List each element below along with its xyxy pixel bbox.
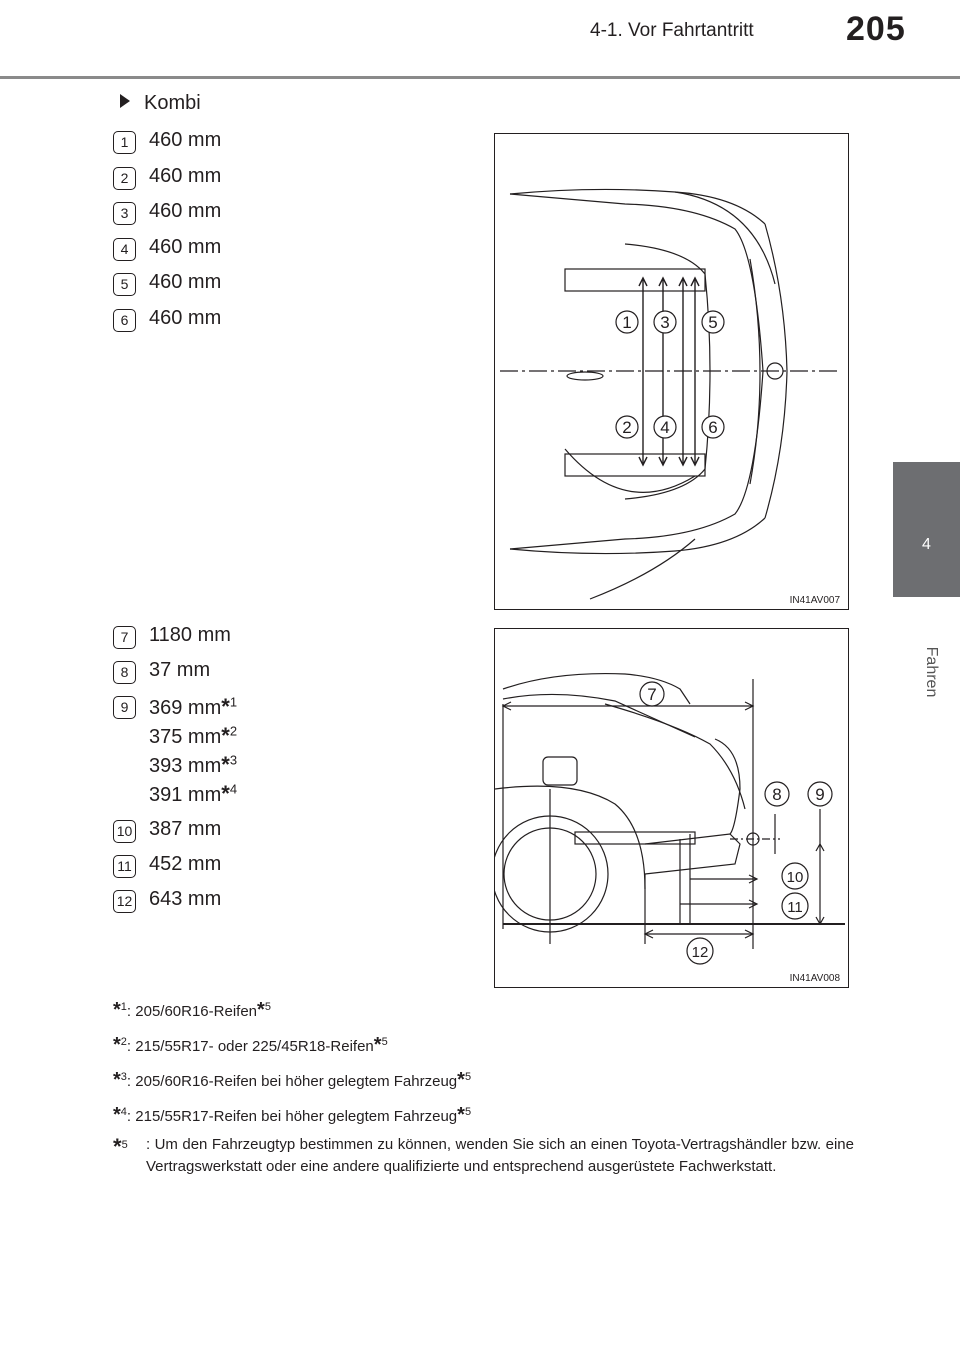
item-number: 6 [113,309,136,332]
vehicle-side-view-drawing [495,629,850,989]
header-section-title: 4-1. Vor Fahrtantritt [590,20,754,41]
item-value: 452 mm [149,853,222,875]
callout-label: 10 [786,869,804,886]
chapter-label: Fahren [923,646,940,698]
item-value: 387 mm [149,818,222,840]
callout-label: 12 [691,944,709,961]
callout-label: 8 [772,785,782,804]
figure-code: IN41AV008 [789,973,840,984]
item-number: 2 [113,167,136,190]
item-number: 9 [113,696,136,719]
figure-side-view [494,628,849,988]
item-value: 375 mm*$^2$ [149,723,238,748]
item-value: 460 mm [149,165,222,187]
figure-code: IN41AV007 [789,595,840,606]
item-number: 11 [113,855,136,878]
vehicle-top-view-drawing [495,134,850,611]
callout-label: 11 [787,899,803,916]
header-rule [0,76,960,79]
callout-label: 9 [815,785,825,804]
item-number: 12 [113,890,136,913]
callout-label: 2 [622,418,632,437]
callout-label: 3 [660,313,670,332]
callout-label: 6 [708,418,718,437]
section-title-text: Kombi [144,92,201,114]
item-value: 1180 mm [149,624,231,646]
item-value: 393 mm*$^3$ [149,752,238,777]
item-value: 369 mm*$^1$ [149,694,238,719]
item-value: 460 mm [149,200,222,222]
callout-label: 5 [708,313,718,332]
item-number: 3 [113,202,136,225]
item-number: 7 [113,626,136,649]
item-value: 460 mm [149,129,222,151]
chapter-tab [893,462,960,597]
item-value: 643 mm [149,888,222,910]
chapter-number: 4 [922,536,931,553]
section-title [120,92,201,115]
item-number: 1 [113,131,136,154]
item-number: 4 [113,238,136,261]
item-value: 460 mm [149,236,222,258]
callout-label: 4 [660,418,670,437]
item-value: 37 mm [149,659,211,681]
figure-top-view [494,133,849,610]
item-number: 10 [113,820,136,843]
callout-label: 7 [647,685,657,704]
page-number: 205 [846,10,906,48]
item-value: 460 mm [149,271,222,293]
triangle-bullet-icon [120,94,130,108]
callout-label: 1 [622,313,632,332]
item-number: 5 [113,273,136,296]
item-value: 460 mm [149,307,222,329]
item-number: 8 [113,661,136,684]
item-value: 391 mm*$^4$ [149,781,238,806]
